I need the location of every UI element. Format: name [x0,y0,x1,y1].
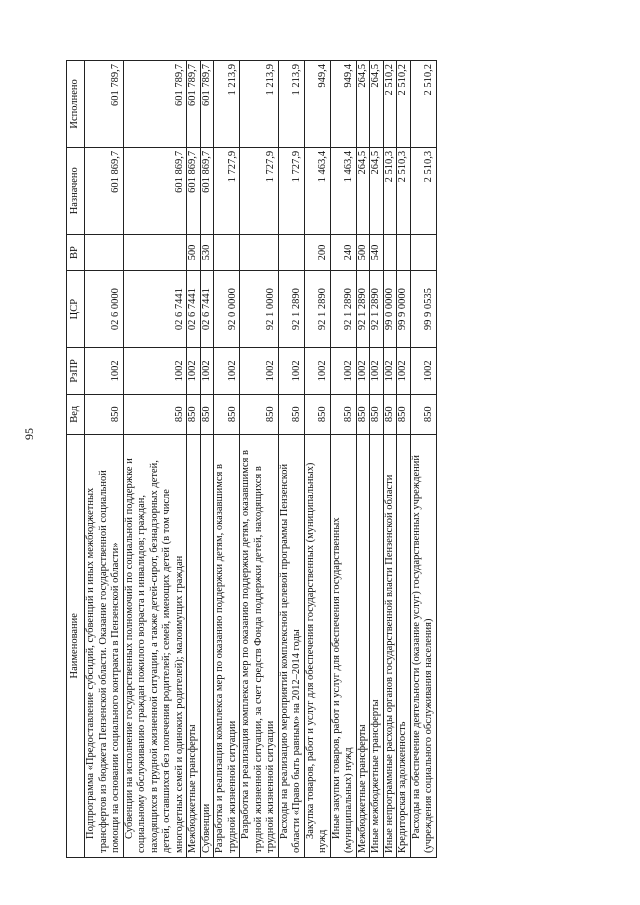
cell-vr [410,234,436,271]
cell-ispolneno: 601 789,7 [200,61,214,148]
cell-ispolneno: 2 510,2 [397,61,411,148]
cell-ved: 850 [214,395,240,434]
cell-name: Расходы на реализацию мероприятий комплексной целевой программы Пензенской области «Право быть равным» на 2012–2014 годы [278,434,304,857]
cell-vr: 240 [330,234,356,271]
cell-rzpr: 1002 [85,347,124,394]
table-row [356,61,370,858]
cell-rzpr: 1002 [356,347,370,394]
cell-vr [123,234,187,271]
cell-name: Иные межбюджетные трансферты [370,434,384,857]
budget-table [66,60,437,858]
cell-name: Разработка и реализация комплекса мер по оказанию поддержки детям, оказавшимся в трудной жизненной ситуации, за счет средств Фонда поддержки детей, находящихся в трудной жизненной ситуации [240,434,279,857]
cell-naznacheno: 601 869,7 [123,147,187,234]
table-row [397,61,411,858]
cell-rzpr: 1002 [123,347,187,394]
cell-rzpr: 1002 [410,347,436,394]
table-row [187,61,201,858]
cell-ispolneno: 949,4 [330,61,356,148]
cell-csr: 02 6 7441 [187,271,201,347]
cell-naznacheno: 1 727,9 [214,147,240,234]
cell-name: Межбюджетные трансферты [356,434,370,857]
table-row [240,61,279,858]
cell-vr [214,234,240,271]
cell-rzpr: 1002 [397,347,411,394]
cell-ved: 850 [397,395,411,434]
cell-csr: 02 6 0000 [85,271,124,347]
cell-name: Разработка и реализация комплекса мер по оказанию поддержки детям, оказавшимся в трудной жизненной ситуации [214,434,240,857]
cell-ispolneno: 601 789,7 [123,61,187,148]
header-ved: Вед [67,395,85,434]
cell-rzpr: 1002 [330,347,356,394]
cell-rzpr: 1002 [278,347,304,394]
cell-name: Иные непрограммные расходы органов государственной власти Пензенской области [383,434,397,857]
cell-naznacheno: 2 510,3 [397,147,411,234]
cell-csr: 92 1 0000 [240,271,279,347]
cell-vr: 500 [187,234,201,271]
cell-name: Закупка товаров, работ и услуг для обеспечения государственных (муниципальных) нужд [304,434,330,857]
table-row [383,61,397,858]
table-row [410,61,436,858]
cell-rzpr: 1002 [370,347,384,394]
cell-ved: 850 [85,395,124,434]
cell-vr: 530 [200,234,214,271]
table-row [85,61,124,858]
cell-vr: 200 [304,234,330,271]
header-csr: ЦСР [67,271,85,347]
cell-csr: 02 6 7441 [200,271,214,347]
cell-csr: 92 1 2890 [356,271,370,347]
table-row [304,61,330,858]
table-row [200,61,214,858]
cell-ved: 850 [330,395,356,434]
table-body [85,61,437,858]
cell-ispolneno: 2 510,2 [410,61,436,148]
cell-name: Кредиторская задолженность [397,434,411,857]
cell-naznacheno: 2 510,3 [383,147,397,234]
cell-ved: 850 [187,395,201,434]
header-rzpr: РзПР [67,347,85,394]
table-row [214,61,240,858]
header-naznacheno: Назначено [67,147,85,234]
header-name: Наименование [67,434,85,857]
cell-ved: 850 [383,395,397,434]
cell-rzpr: 1002 [200,347,214,394]
cell-csr: 92 1 2890 [370,271,384,347]
cell-ved: 850 [278,395,304,434]
cell-ispolneno: 264,5 [370,61,384,148]
cell-rzpr: 1002 [187,347,201,394]
header-ispolneno: Исполнено [67,61,85,148]
cell-rzpr: 1002 [214,347,240,394]
cell-naznacheno: 1 463,4 [330,147,356,234]
cell-ispolneno: 949,4 [304,61,330,148]
table-header-row [67,61,85,858]
cell-ispolneno: 2 510,2 [383,61,397,148]
cell-ispolneno: 264,5 [356,61,370,148]
cell-csr: 92 1 2890 [330,271,356,347]
cell-rzpr: 1002 [383,347,397,394]
cell-csr: 02 6 7441 [123,271,187,347]
cell-naznacheno: 601 869,7 [187,147,201,234]
cell-ved: 850 [200,395,214,434]
cell-csr: 99 9 0535 [410,271,436,347]
cell-ispolneno: 1 213,9 [278,61,304,148]
table-row [278,61,304,858]
cell-vr [383,234,397,271]
cell-csr: 92 1 2890 [304,271,330,347]
cell-csr: 99 0 0000 [383,271,397,347]
cell-vr: 500 [356,234,370,271]
cell-vr [397,234,411,271]
cell-ved: 850 [356,395,370,434]
cell-naznacheno: 264,5 [370,147,384,234]
cell-name: Подпрограмма «Предоставление субсидий, субвенций и иных межбюджетных трансфертов из бюджета Пензенской области. Оказание государственной социальной помощи на основании социального контракта в Пензенской области» [85,434,124,857]
cell-csr: 92 0 0000 [214,271,240,347]
cell-name: Субвенции [200,434,214,857]
cell-naznacheno: 1 727,9 [240,147,279,234]
cell-ispolneno: 1 213,9 [214,61,240,148]
cell-vr: 540 [370,234,384,271]
cell-name: Расходы на обеспечение деятельности (оказание услуг) государственных учреждений (учреждения социального обслуживания населения) [410,434,436,857]
cell-csr: 92 1 2890 [278,271,304,347]
cell-ved: 850 [123,395,187,434]
cell-vr [85,234,124,271]
table-row [370,61,384,858]
cell-ved: 850 [410,395,436,434]
cell-name: Иные закупки товаров, работ и услуг для обеспечения государственных (муниципальных) нужд [330,434,356,857]
cell-name: Межбюджетные трансферты [187,434,201,857]
cell-ispolneno: 601 789,7 [85,61,124,148]
cell-rzpr: 1002 [304,347,330,394]
cell-vr [278,234,304,271]
page-number: 95 [22,428,36,440]
cell-naznacheno: 1 463,4 [304,147,330,234]
rotated-table-wrapper [66,60,437,858]
table-row [123,61,187,858]
header-vr: ВР [67,234,85,271]
cell-naznacheno: 1 727,9 [278,147,304,234]
cell-ved: 850 [370,395,384,434]
cell-naznacheno: 601 869,7 [200,147,214,234]
cell-vr [240,234,279,271]
cell-rzpr: 1002 [240,347,279,394]
cell-name: Субвенции на исполнение государственных полномочий по социальной поддержке и социальному обслуживанию граждан пожилого возраста и инвалидов; граждан, находящихся в трудной жизненной ситуации, а также детей-сирот, безнадзорных детей, детей, оставшихся без попечения родителей; семей, имеющих детей (в том числе многодетных семей и одиноких родителей); малоимущих граждан [123,434,187,857]
cell-naznacheno: 2 510,3 [410,147,436,234]
cell-csr: 99 9 0000 [397,271,411,347]
table-row [330,61,356,858]
cell-naznacheno: 601 869,7 [85,147,124,234]
cell-ved: 850 [240,395,279,434]
cell-ispolneno: 601 789,7 [187,61,201,148]
cell-ved: 850 [304,395,330,434]
cell-naznacheno: 264,5 [356,147,370,234]
cell-ispolneno: 1 213,9 [240,61,279,148]
